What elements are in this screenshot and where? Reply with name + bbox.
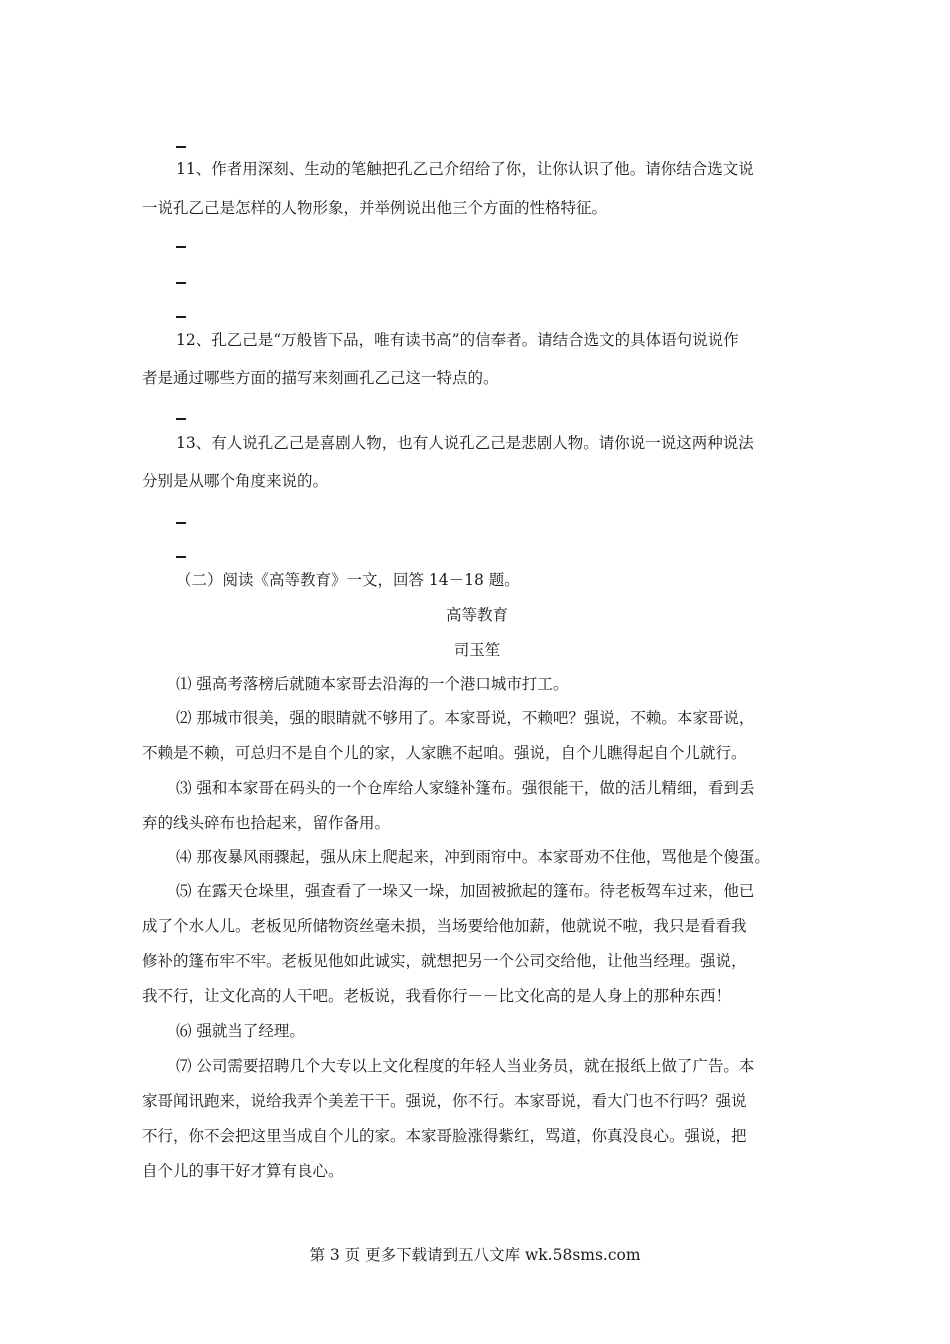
paragraph-5-line-4: 我不行，让文化高的人干吧。老板说，我看你行－－比文化高的是人身上的那种东西！ (142, 987, 732, 1005)
paragraph-1-line-1: ⑴ 强高考落榜后就随本家哥去沿海的一个港口城市打工。 (176, 675, 569, 693)
paragraph-6-line-1: ⑹ 强就当了经理。 (176, 1022, 305, 1040)
paragraph-2-line-2: 不赖是不赖，可总归不是自个儿的家，人家瞧不起咱。强说，自个儿瞧得起自个儿就行。 (142, 744, 747, 762)
paragraph-3-line-1: ⑶ 强和本家哥在码头的一个仓库给人家缝补篷布。强很能干，做的活儿精细，看到丢 (176, 779, 755, 797)
q13-line-1: 13、有人说孔乙己是喜剧人物，也有人说孔乙己是悲剧人物。请你说一说这两种说法 (176, 434, 754, 452)
answer-blank (176, 282, 186, 284)
paragraph-7-line-1: ⑺ 公司需要招聘几个大专以上文化程度的年轻人当业务员，就在报纸上做了广告。本 (176, 1057, 755, 1075)
paragraph-4-line-1: ⑷ 那夜暴风雨骤起，强从床上爬起来，冲到雨帘中。本家哥劝不住他，骂他是个傻蛋。 (176, 848, 770, 866)
q12-line-2: 者是通过哪些方面的描写来刻画孔乙己这一特点的。 (142, 369, 499, 387)
page-footer: 第 3 页 更多下载请到五八文库 wk.58sms.com (309, 1246, 641, 1264)
answer-blank (176, 522, 186, 524)
q11-line-2: 一说孔乙己是怎样的人物形象，并举例说出他三个方面的性格特征。 (142, 199, 608, 217)
answer-blank (176, 418, 186, 420)
paragraph-7-line-3: 不行，你不会把这里当成自个儿的家。本家哥脸涨得紫红，骂道，你真没良心。强说，把 (142, 1127, 747, 1145)
article-author: 司玉笙 (453, 641, 501, 659)
q12-line-1: 12、孔乙己是“万般皆下品，唯有读书高”的信奉者。请结合选文的具体语句说说作 (176, 331, 739, 349)
answer-blank (176, 146, 186, 148)
q11-line-1: 11、作者用深刻、生动的笔触把孔乙己介绍给了你，让你认识了他。请你结合选文说 (176, 160, 754, 178)
section-intro: （二）阅读《高等教育》一文，回答 14－18 题。 (176, 571, 520, 589)
paragraph-7-line-4: 自个儿的事干好才算有良心。 (142, 1162, 344, 1180)
paragraph-2-line-1: ⑵ 那城市很美，强的眼睛就不够用了。本家哥说，不赖吧？强说，不赖。本家哥说， (176, 709, 755, 727)
article-title: 高等教育 (445, 606, 508, 624)
answer-blank (176, 316, 186, 318)
paragraph-5-line-2: 成了个水人儿。老板见所储物资丝毫未损，当场要给他加薪，他就说不啦，我只是看看我 (142, 917, 747, 935)
q13-line-2: 分别是从哪个角度来说的。 (142, 472, 329, 490)
answer-blank (176, 556, 186, 558)
answer-blank (176, 246, 186, 248)
paragraph-3-line-2: 弃的线头碎布也拾起来，留作备用。 (142, 814, 391, 832)
paragraph-7-line-2: 家哥闻讯跑来，说给我弄个美差干干。强说，你不行。本家哥说，看大门也不行吗？强说 (142, 1092, 747, 1110)
paragraph-5-line-3: 修补的篷布牢不牢。老板见他如此诚实，就想把另一个公司交给他，让他当经理。强说， (142, 952, 747, 970)
paragraph-5-line-1: ⑸ 在露天仓垛里，强查看了一垛又一垛，加固被掀起的篷布。待老板驾车过来，他已 (176, 882, 755, 900)
